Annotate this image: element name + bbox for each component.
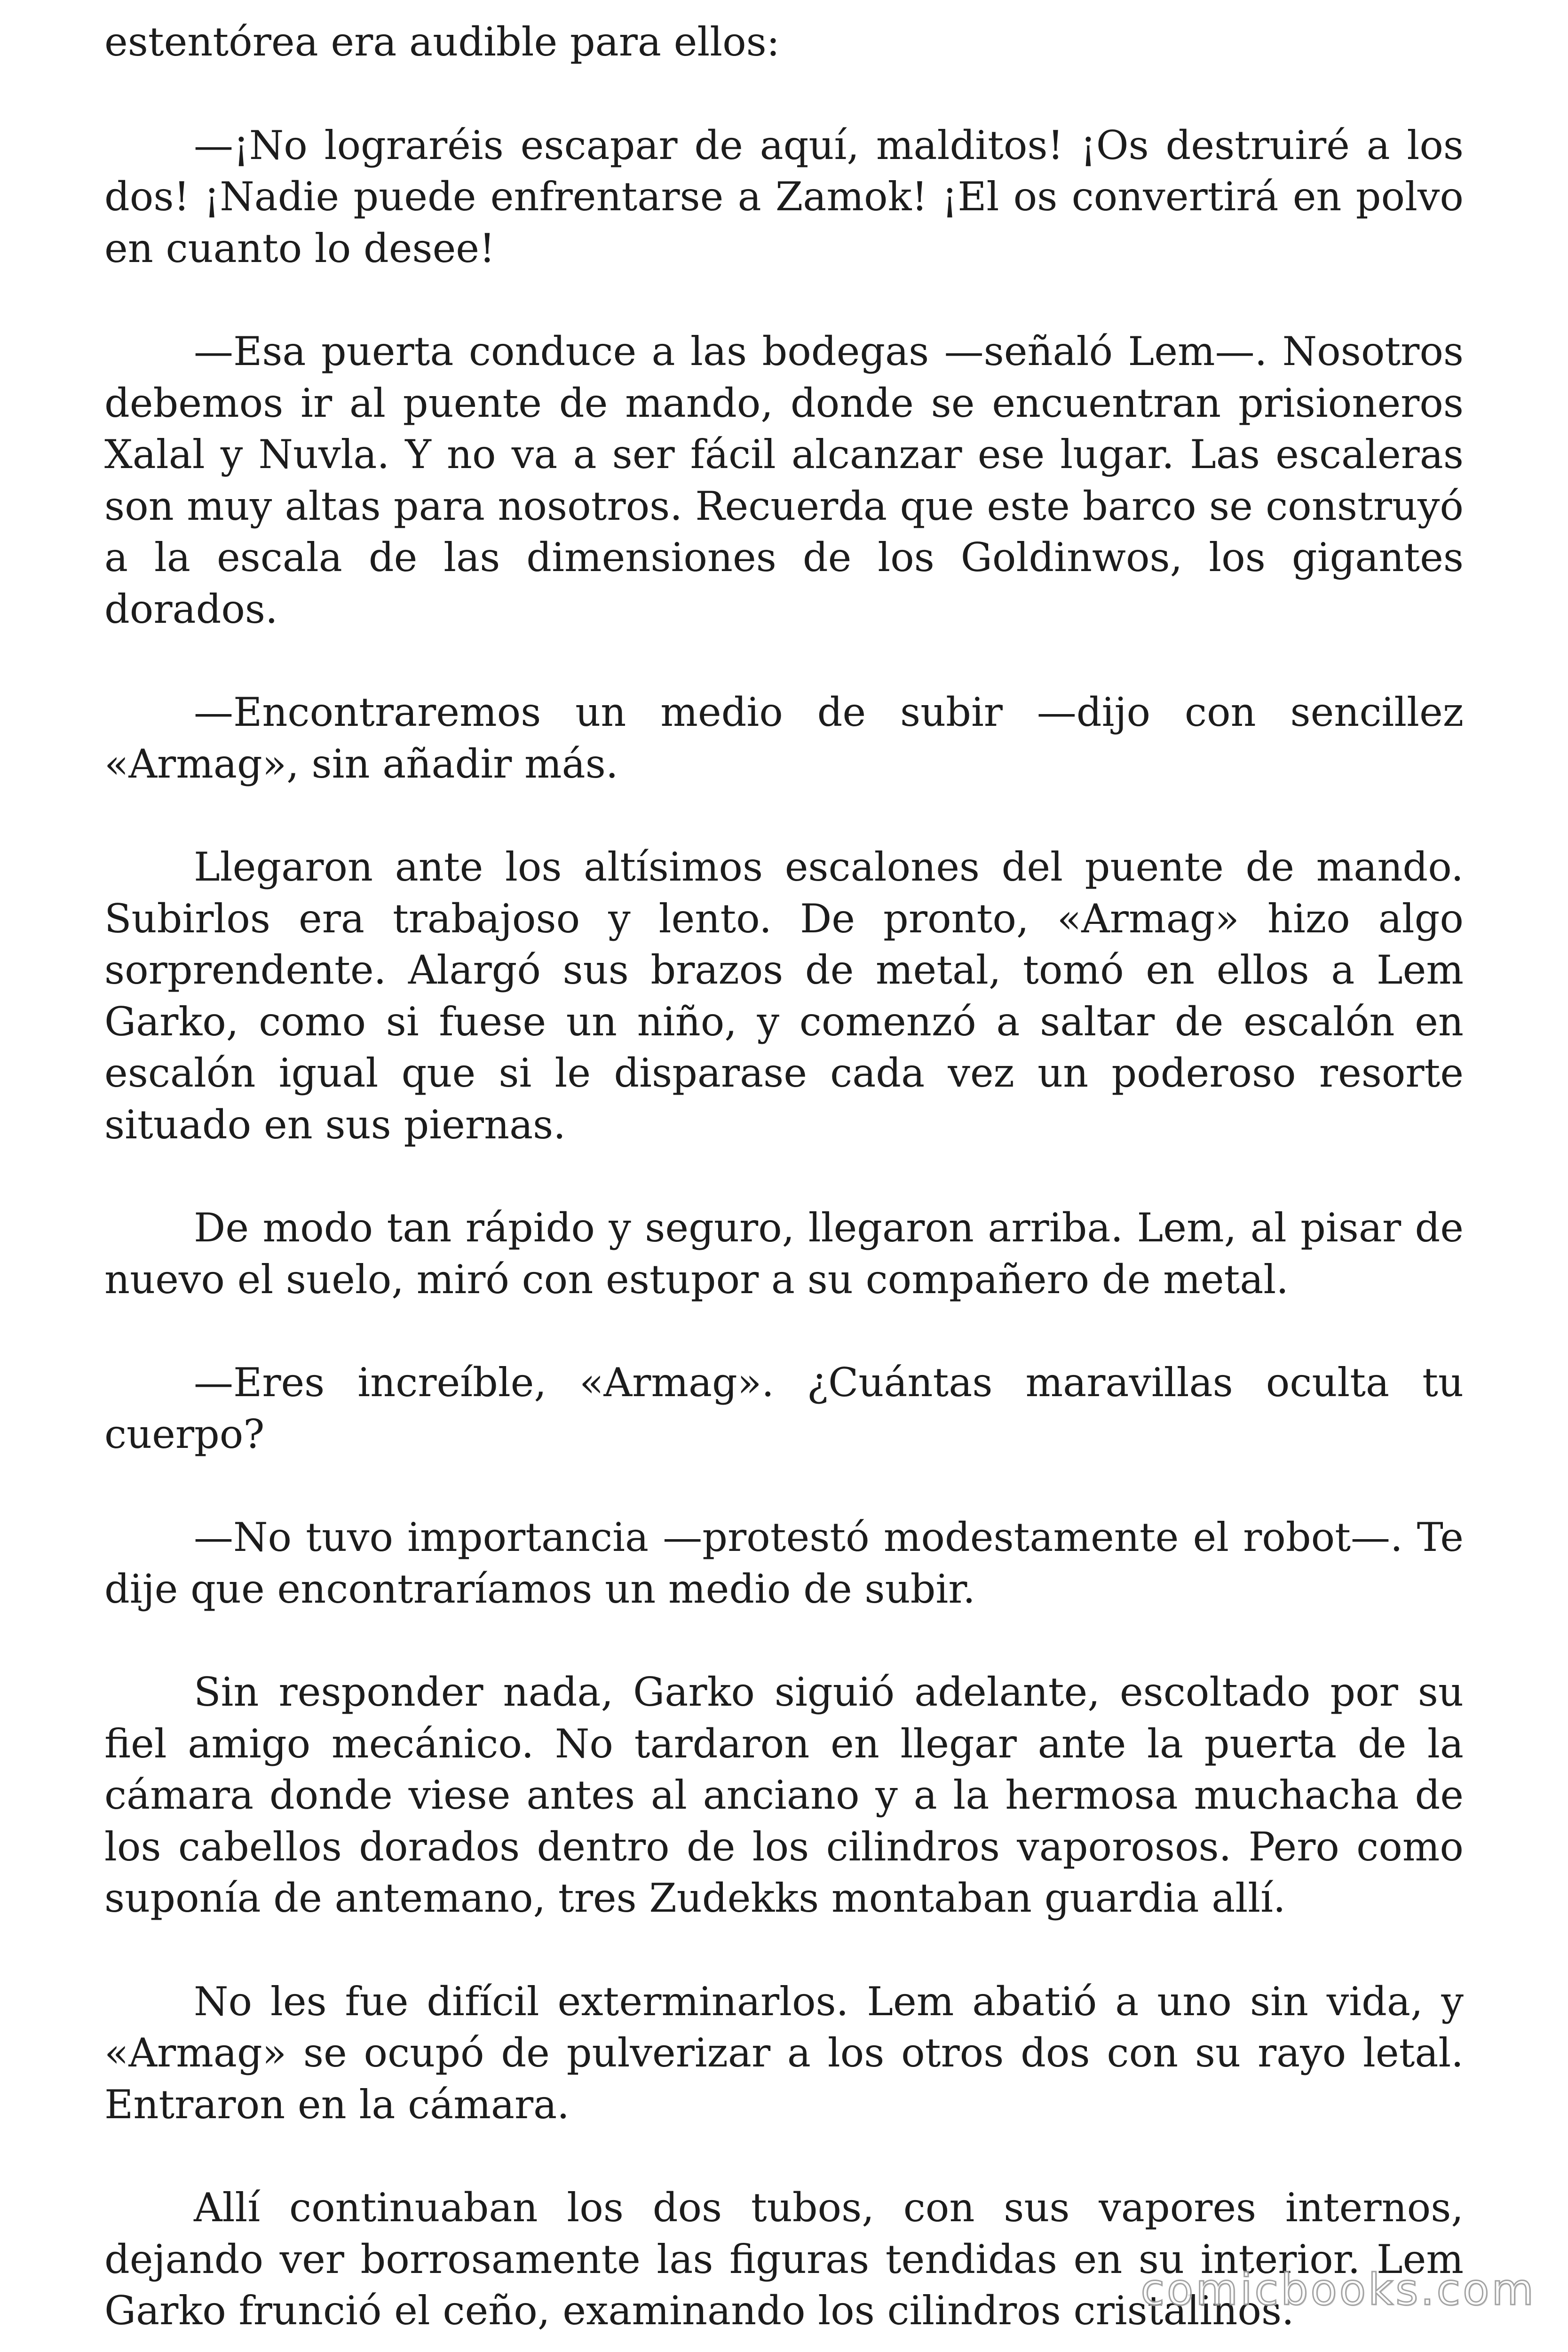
watermark-logo: comicbooks.com	[1140, 2265, 1536, 2315]
book-page-text	[104, 16, 1464, 2352]
paragraph: —¡No lograréis escapar de aquí, malditos! ¡Os destruiré a los dos! ¡Nadie puede enfrentarse a Zamok! ¡El os convertirá en polvo en cuanto lo desee!	[104, 122, 1464, 271]
paragraph-continuation: estentórea era audible para ellos:	[104, 19, 780, 65]
paragraph: Llegaron ante los altísimos escalones del puente de mando. Subirlos era trabajoso y lento. De pronto, «Armag» hizo algo sorprendente. Alargó sus brazos de metal, tomó en ellos a Lem Garko, como si fuese un niño, y comenzó a saltar de escalón en escalón igual que si le disparase cada vez un poderoso resorte situado en sus piernas.	[104, 844, 1464, 1148]
paragraph: Allí continuaban los dos tubos, con sus vapores internos, dejando ver borrosamente las figuras tendidas en su interior. Lem Garko frunció el ceño, examinando los cilindros cristalinos.	[104, 2185, 1464, 2334]
paragraph: —Encontraremos un medio de subir —dijo con sencillez «Armag», sin añadir más.	[104, 689, 1464, 787]
paragraph: —Eres increíble, «Armag». ¿Cuántas maravillas oculta tu cuerpo?	[104, 1359, 1464, 1457]
paragraph: No les fue difícil exterminarlos. Lem abatió a uno sin vida, y «Armag» se ocupó de pulverizar a los otros dos con su rayo letal. Entraron en la cámara.	[104, 1978, 1464, 2128]
paragraph: De modo tan rápido y seguro, llegaron arriba. Lem, al pisar de nuevo el suelo, miró con estupor a su compañero de metal.	[104, 1205, 1464, 1303]
paragraph: —No tuvo importancia —protestó modestamente el robot—. Te dije que encontraríamos un medio de subir.	[104, 1514, 1464, 1612]
paragraph: Sin responder nada, Garko siguió adelante, escoltado por su fiel amigo mecánico. No tardaron en llegar ante la puerta de la cámara donde viese antes al anciano y a la hermosa muchacha de los cabellos dorados dentro de los cilindros vaporosos. Pero como suponía de antemano, tres Zudekks montaban guardia allí.	[104, 1669, 1464, 1921]
paragraph: —Esa puerta conduce a las bodegas —señaló Lem—. Nosotros debemos ir al puente de mando, donde se encuentran prisioneros Xalal y Nuvla. Y no va a ser fácil alcanzar ese lugar. Las escaleras son muy altas para nosotros. Recuerda que este barco se construyó a la escala de las dimensiones de los Goldinwos, los gigantes dorados.	[104, 328, 1464, 632]
